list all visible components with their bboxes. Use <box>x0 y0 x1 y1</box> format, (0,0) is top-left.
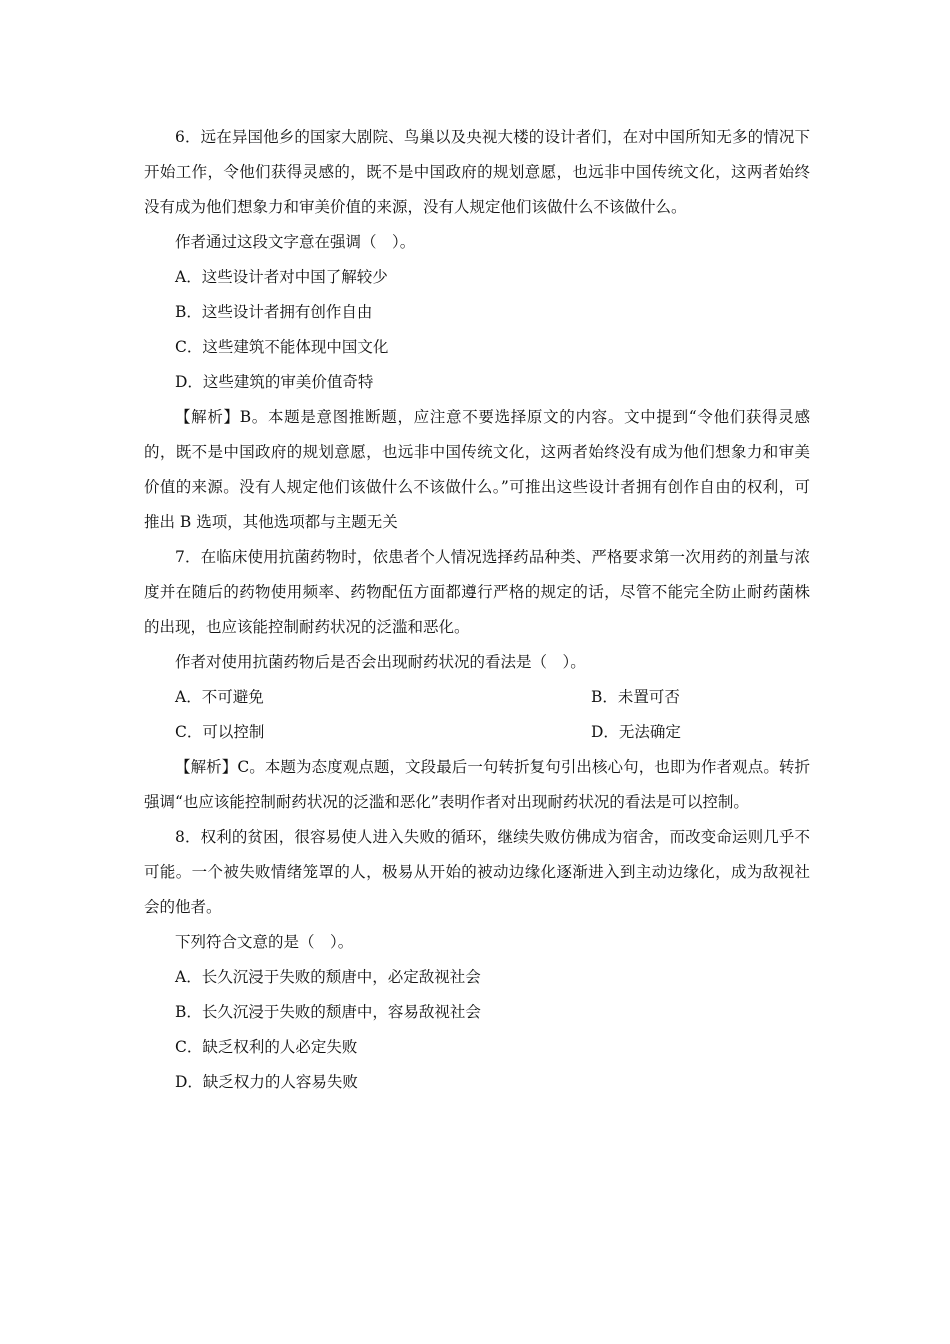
question-7-analysis: 【解析】C。本题为态度观点题，文段最后一句转折复句引出核心句，也即为作者观点。转折强调“也应该能控制耐药状况的泛滥和恶化”表明作者对出现耐药状况的看法是可以控制。 <box>144 758 810 811</box>
question-8-prompt: 下列符合文意的是（ ）。 <box>175 933 354 951</box>
question-7-option-b: B．未置可否 <box>591 688 680 706</box>
question-6-analysis: 【解析】B。本题是意图推断题，应注意不要选择原文的内容。文中提到“令他们获得灵感的，既不是中国政府的规划意愿，也远非中国传统文化，这两者始终没有成为他们想象力和审美价值的来源。没有人规定他们该做什么不该做什么。”可推出这些设计者拥有创作自由的权利，可推出 B 选项，其他选项都与主题无关 <box>144 408 810 531</box>
question-6-stem: 6．远在异国他乡的国家大剧院、鸟巢以及央视大楼的设计者们，在对中国所知无多的情况下开始工作，令他们获得灵感的，既不是中国政府的规划意愿，也远非中国传统文化，这两者始终没有成为他们想象力和审美价值的来源，没有人规定他们该做什么不该做什么。 <box>144 128 810 216</box>
question-6-option-c: C．这些建筑不能体现中国文化 <box>175 338 389 356</box>
question-7-option-a: A．不可避免 <box>175 688 264 706</box>
question-6-prompt: 作者通过这段文字意在强调（ ）。 <box>175 233 416 251</box>
question-7-option-d: D．无法确定 <box>591 723 681 741</box>
question-8-stem: 8．权利的贫困，很容易使人进入失败的循环，继续失败仿佛成为宿舍，而改变命运则几乎不可能。一个被失败情绪笼罩的人，极易从开始的被动边缘化逐渐进入到主动边缘化，成为敌视社会的他者。 <box>144 828 810 916</box>
question-8-option-a: A．长久沉浸于失败的颓唐中，必定敌视社会 <box>175 968 481 986</box>
question-6-option-a: A．这些设计者对中国了解较少 <box>175 268 388 286</box>
question-7-options-row-2 <box>144 715 810 750</box>
question-6-option-b: B．这些设计者拥有创作自由 <box>175 303 373 321</box>
question-7-option-c: C．可以控制 <box>175 723 265 741</box>
question-6-option-d: D．这些建筑的审美价值奇特 <box>175 373 374 391</box>
question-7-prompt: 作者对使用抗菌药物后是否会出现耐药状况的看法是（ ）。 <box>175 653 586 671</box>
document-content <box>144 120 810 1100</box>
question-7-options-row-1 <box>144 680 810 715</box>
question-8-option-c: C．缺乏权利的人必定失败 <box>175 1038 358 1056</box>
question-7-stem: 7．在临床使用抗菌药物时，依患者个人情况选择药品种类、严格要求第一次用药的剂量与浓度并在随后的药物使用频率、药物配伍方面都遵行严格的规定的话，尽管不能完全防止耐药菌株的出现，也应该能控制耐药状况的泛滥和恶化。 <box>144 548 810 636</box>
question-8-option-d: D．缺乏权力的人容易失败 <box>175 1073 358 1091</box>
question-8-option-b: B．长久沉浸于失败的颓唐中，容易敌视社会 <box>175 1003 481 1021</box>
